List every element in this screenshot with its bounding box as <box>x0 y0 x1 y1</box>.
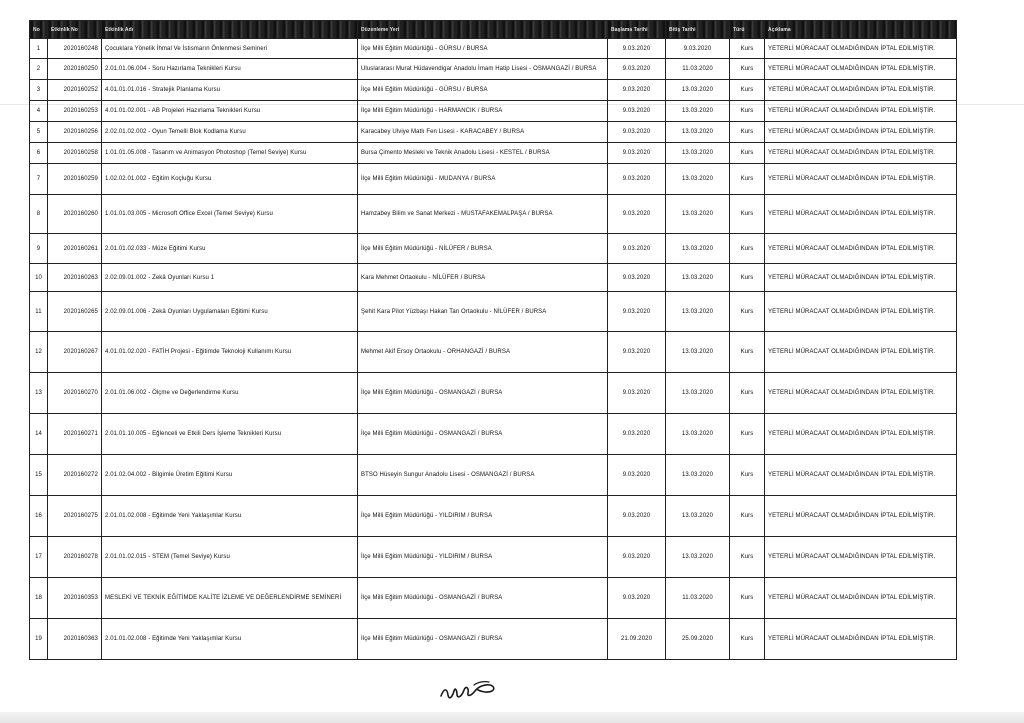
course-type: Kurs <box>730 195 765 234</box>
start-date: 9.03.2020 <box>608 101 666 122</box>
cancellation-note: YETERLİ MÜRACAAT OLMADIĞINDAN İPTAL EDİLMİŞTİR. <box>765 619 957 660</box>
course-name: 4.01.01.01.016 - Stratejik Planlama Kursu <box>102 80 358 101</box>
course-name: 2.01.01.02.015 - STEM (Temel Seviye) Kursu <box>102 537 358 578</box>
course-location: İlçe Milli Eğitim Müdürlüğü - NİLÜFER / BURSA <box>358 234 608 264</box>
row-number: 7 <box>30 164 48 195</box>
cancellation-note: YETERLİ MÜRACAAT OLMADIĞINDAN İPTAL EDİLMİŞTİR. <box>765 292 957 332</box>
course-name: 2.02.01.02.002 - Oyun Temelli Blok Kodlama Kursu <box>102 122 358 143</box>
end-date: 13.03.2020 <box>666 373 730 414</box>
start-date: 9.03.2020 <box>608 122 666 143</box>
end-date: 13.03.2020 <box>666 80 730 101</box>
row-number: 1 <box>30 39 48 59</box>
end-date: 13.03.2020 <box>666 332 730 373</box>
activity-code: 2020160267 <box>48 332 102 373</box>
row-number: 19 <box>30 619 48 660</box>
course-location: Mehmet Akif Ersoy Ortaokulu - ORHANGAZİ / BURSA <box>358 332 608 373</box>
course-name: 2.02.09.01.006 - Zekâ Oyunları Uygulamaları Eğitimi Kursu <box>102 292 358 332</box>
activity-code: 2020160250 <box>48 59 102 80</box>
course-location: Bursa Çimento Mesleki ve Teknik Anadolu Lisesi - KESTEL / BURSA <box>358 143 608 164</box>
course-name: 2.01.01.06.004 - Soru Hazırlama Teknikleri Kursu <box>102 59 358 80</box>
table-row <box>30 578 957 619</box>
table-row <box>30 101 957 122</box>
course-type: Kurs <box>730 143 765 164</box>
course-location: İlçe Milli Eğitim Müdürlüğü - YILDIRIM / BURSA <box>358 496 608 537</box>
activity-code: 2020160258 <box>48 143 102 164</box>
activity-code: 2020160272 <box>48 455 102 496</box>
start-date: 9.03.2020 <box>608 195 666 234</box>
course-type: Kurs <box>730 578 765 619</box>
start-date: 9.03.2020 <box>608 455 666 496</box>
course-name: 4.01.01.02.001 - AB Projeleri Hazırlama Teknikleri Kursu <box>102 101 358 122</box>
course-location: İlçe Milli Eğitim Müdürlüğü - MUDANYA / BURSA <box>358 164 608 195</box>
scanner-edge <box>0 712 1024 723</box>
course-name: Çocuklara Yönelik İhmal Ve İstismarın Önlenmesi Semineri <box>102 39 358 59</box>
course-type: Kurs <box>730 332 765 373</box>
header-end: Bitiş Tarihi <box>666 21 730 39</box>
table-row <box>30 164 957 195</box>
table-body <box>30 39 957 660</box>
start-date: 21.09.2020 <box>608 619 666 660</box>
course-type: Kurs <box>730 234 765 264</box>
course-type: Kurs <box>730 537 765 578</box>
activity-code: 2020160256 <box>48 122 102 143</box>
start-date: 9.03.2020 <box>608 164 666 195</box>
course-type: Kurs <box>730 39 765 59</box>
activity-code: 2020160259 <box>48 164 102 195</box>
header-note: Açıklama <box>765 21 957 39</box>
cancellation-note: YETERLİ MÜRACAAT OLMADIĞINDAN İPTAL EDİLMİŞTİR. <box>765 264 957 292</box>
row-number: 17 <box>30 537 48 578</box>
activity-code: 2020160265 <box>48 292 102 332</box>
course-location: Uluslararası Murat Hüdavendigar Anadolu İmam Hatip Lisesi - OSMANGAZİ / BURSA <box>358 59 608 80</box>
cancellation-note: YETERLİ MÜRACAAT OLMADIĞINDAN İPTAL EDİLMİŞTİR. <box>765 578 957 619</box>
table-row <box>30 234 957 264</box>
row-number: 18 <box>30 578 48 619</box>
course-type: Kurs <box>730 164 765 195</box>
end-date: 13.03.2020 <box>666 164 730 195</box>
table-row <box>30 619 957 660</box>
end-date: 13.03.2020 <box>666 101 730 122</box>
activity-code: 2020160253 <box>48 101 102 122</box>
cancellation-note: YETERLİ MÜRACAAT OLMADIĞINDAN İPTAL EDİLMİŞTİR. <box>765 195 957 234</box>
start-date: 9.03.2020 <box>608 578 666 619</box>
course-location: İlçe Milli Eğitim Müdürlüğü - GÜRSU / BURSA <box>358 39 608 59</box>
end-date: 13.03.2020 <box>666 234 730 264</box>
row-number: 10 <box>30 264 48 292</box>
start-date: 9.03.2020 <box>608 414 666 455</box>
table-row <box>30 332 957 373</box>
course-name: 2.01.01.10.005 - Eğlenceli ve Etkili Ders İşleme Teknikleri Kursu <box>102 414 358 455</box>
cancellation-note: YETERLİ MÜRACAAT OLMADIĞINDAN İPTAL EDİLMİŞTİR. <box>765 80 957 101</box>
start-date: 9.03.2020 <box>608 292 666 332</box>
row-number: 14 <box>30 414 48 455</box>
course-type: Kurs <box>730 80 765 101</box>
course-type: Kurs <box>730 101 765 122</box>
header-name: Etkinlik Adı <box>102 21 358 39</box>
course-type: Kurs <box>730 496 765 537</box>
cancellation-note: YETERLİ MÜRACAAT OLMADIĞINDAN İPTAL EDİLMİŞTİR. <box>765 455 957 496</box>
header-place: Düzenleme Yeri <box>358 21 608 39</box>
row-number: 12 <box>30 332 48 373</box>
course-location: Karacabey Ulviye Matlı Fen Lisesi - KARACABEY / BURSA <box>358 122 608 143</box>
table-row <box>30 143 957 164</box>
end-date: 9.03.2020 <box>666 39 730 59</box>
start-date: 9.03.2020 <box>608 264 666 292</box>
table-row <box>30 373 957 414</box>
row-number: 13 <box>30 373 48 414</box>
course-type: Kurs <box>730 455 765 496</box>
cancellation-note: YETERLİ MÜRACAAT OLMADIĞINDAN İPTAL EDİLMİŞTİR. <box>765 332 957 373</box>
end-date: 13.03.2020 <box>666 195 730 234</box>
end-date: 13.03.2020 <box>666 264 730 292</box>
course-location: BTSO Hüseyin Sungur Anadolu Lisesi - OSMANGAZİ / BURSA <box>358 455 608 496</box>
activity-code: 2020160270 <box>48 373 102 414</box>
table-row <box>30 59 957 80</box>
course-location: Şehit Kara Pilot Yüzbaşı Hakan Tan Ortaokulu - NİLÜFER / BURSA <box>358 292 608 332</box>
start-date: 9.03.2020 <box>608 59 666 80</box>
course-location: İlçe Milli Eğitim Müdürlüğü - OSMANGAZİ / BURSA <box>358 578 608 619</box>
handwritten-signature <box>438 676 502 702</box>
course-location: Hamzabey Bilim ve Sanat Merkezi - MUSTAFAKEMALPAŞA / BURSA <box>358 195 608 234</box>
cancelled-courses-table <box>29 20 957 660</box>
end-date: 11.03.2020 <box>666 59 730 80</box>
activity-code: 2020160271 <box>48 414 102 455</box>
start-date: 9.03.2020 <box>608 80 666 101</box>
cancellation-note: YETERLİ MÜRACAAT OLMADIĞINDAN İPTAL EDİLMİŞTİR. <box>765 101 957 122</box>
course-name: 4.01.01.02.020 - FATİH Projesi - Eğitimde Teknoloji Kullanımı Kursu <box>102 332 358 373</box>
row-number: 15 <box>30 455 48 496</box>
end-date: 13.03.2020 <box>666 455 730 496</box>
course-type: Kurs <box>730 264 765 292</box>
cancellation-note: YETERLİ MÜRACAAT OLMADIĞINDAN İPTAL EDİLMİŞTİR. <box>765 234 957 264</box>
cancellation-note: YETERLİ MÜRACAAT OLMADIĞINDAN İPTAL EDİLMİŞTİR. <box>765 39 957 59</box>
table-row <box>30 122 957 143</box>
row-number: 8 <box>30 195 48 234</box>
header-code: Etkinlik No <box>48 21 102 39</box>
course-name: 2.02.09.01.002 - Zekâ Oyunları Kursu 1 <box>102 264 358 292</box>
activity-code: 2020160263 <box>48 264 102 292</box>
start-date: 9.03.2020 <box>608 332 666 373</box>
course-name: 1.02.02.01.002 - Eğitim Koçluğu Kursu <box>102 164 358 195</box>
course-location: İlçe Milli Eğitim Müdürlüğü - HARMANCIK / BURSA <box>358 101 608 122</box>
course-name: 2.01.01.02.033 - Müze Eğitimi Kursu <box>102 234 358 264</box>
table-row <box>30 195 957 234</box>
row-number: 3 <box>30 80 48 101</box>
course-location: İlçe Milli Eğitim Müdürlüğü - OSMANGAZİ / BURSA <box>358 619 608 660</box>
header-kind: Türü <box>730 21 765 39</box>
end-date: 13.03.2020 <box>666 414 730 455</box>
activity-code: 2020160275 <box>48 496 102 537</box>
start-date: 9.03.2020 <box>608 373 666 414</box>
row-number: 4 <box>30 101 48 122</box>
table-row <box>30 496 957 537</box>
end-date: 13.03.2020 <box>666 537 730 578</box>
end-date: 13.03.2020 <box>666 292 730 332</box>
course-name: 1.01.01.05.008 - Tasarım ve Animasyon Photoshop (Temel Seviye) Kursu <box>102 143 358 164</box>
course-name: 1.01.01.03.005 - Microsoft Office Excel (Temel Seviye) Kursu <box>102 195 358 234</box>
activity-code: 2020160278 <box>48 537 102 578</box>
header-start: Başlama Tarihi <box>608 21 666 39</box>
activity-code: 2020160248 <box>48 39 102 59</box>
cancellation-note: YETERLİ MÜRACAAT OLMADIĞINDAN İPTAL EDİLMİŞTİR. <box>765 373 957 414</box>
activity-code: 2020160353 <box>48 578 102 619</box>
course-type: Kurs <box>730 414 765 455</box>
table-row <box>30 264 957 292</box>
start-date: 9.03.2020 <box>608 537 666 578</box>
start-date: 9.03.2020 <box>608 143 666 164</box>
activity-code: 2020160260 <box>48 195 102 234</box>
row-number: 9 <box>30 234 48 264</box>
course-location: İlçe Milli Eğitim Müdürlüğü - OSMANGAZİ / BURSA <box>358 414 608 455</box>
course-name: MESLEKİ VE TEKNİK EĞİTİMDE KALİTE İZLEME VE DEĞERLENDİRME SEMİNERİ <box>102 578 358 619</box>
row-number: 6 <box>30 143 48 164</box>
table-row <box>30 414 957 455</box>
activity-code: 2020160252 <box>48 80 102 101</box>
start-date: 9.03.2020 <box>608 496 666 537</box>
header-no: No <box>30 21 48 39</box>
course-name: 2.01.01.02.008 - Eğitimde Yeni Yaklaşımlar Kursu <box>102 619 358 660</box>
end-date: 13.03.2020 <box>666 122 730 143</box>
cancellation-note: YETERLİ MÜRACAAT OLMADIĞINDAN İPTAL EDİLMİŞTİR. <box>765 496 957 537</box>
table-row <box>30 39 957 59</box>
start-date: 9.03.2020 <box>608 39 666 59</box>
row-number: 11 <box>30 292 48 332</box>
course-type: Kurs <box>730 292 765 332</box>
table-row <box>30 80 957 101</box>
course-location: Kara Mehmet Ortaokulu - NİLÜFER / BURSA <box>358 264 608 292</box>
table-row <box>30 292 957 332</box>
cancellation-note: YETERLİ MÜRACAAT OLMADIĞINDAN İPTAL EDİLMİŞTİR. <box>765 59 957 80</box>
end-date: 11.03.2020 <box>666 578 730 619</box>
course-name: 2.01.02.04.002 - Bilgimle Üretim Eğitimi Kursu <box>102 455 358 496</box>
table-row <box>30 537 957 578</box>
end-date: 13.03.2020 <box>666 143 730 164</box>
cancellation-note: YETERLİ MÜRACAAT OLMADIĞINDAN İPTAL EDİLMİŞTİR. <box>765 164 957 195</box>
end-date: 25.09.2020 <box>666 619 730 660</box>
course-type: Kurs <box>730 59 765 80</box>
activity-code: 2020160261 <box>48 234 102 264</box>
course-name: 2.01.01.06.002 - Ölçme ve Değerlendirme Kursu <box>102 373 358 414</box>
course-type: Kurs <box>730 619 765 660</box>
course-location: İlçe Milli Eğitim Müdürlüğü - YILDIRIM / BURSA <box>358 537 608 578</box>
course-location: İlçe Milli Eğitim Müdürlüğü - OSMANGAZİ / BURSA <box>358 373 608 414</box>
table-row <box>30 455 957 496</box>
course-type: Kurs <box>730 122 765 143</box>
start-date: 9.03.2020 <box>608 234 666 264</box>
activity-code: 2020160363 <box>48 619 102 660</box>
cancellation-note: YETERLİ MÜRACAAT OLMADIĞINDAN İPTAL EDİLMİŞTİR. <box>765 414 957 455</box>
end-date: 13.03.2020 <box>666 496 730 537</box>
table-header-row <box>30 21 957 39</box>
cancellation-note: YETERLİ MÜRACAAT OLMADIĞINDAN İPTAL EDİLMİŞTİR. <box>765 143 957 164</box>
row-number: 5 <box>30 122 48 143</box>
course-location: İlçe Milli Eğitim Müdürlüğü - GÜRSU / BURSA <box>358 80 608 101</box>
row-number: 2 <box>30 59 48 80</box>
cancellation-note: YETERLİ MÜRACAAT OLMADIĞINDAN İPTAL EDİLMİŞTİR. <box>765 537 957 578</box>
cancellation-note: YETERLİ MÜRACAAT OLMADIĞINDAN İPTAL EDİLMİŞTİR. <box>765 122 957 143</box>
row-number: 16 <box>30 496 48 537</box>
course-type: Kurs <box>730 373 765 414</box>
course-name: 2.01.01.02.008 - Eğitimde Yeni Yaklaşımlar Kursu <box>102 496 358 537</box>
